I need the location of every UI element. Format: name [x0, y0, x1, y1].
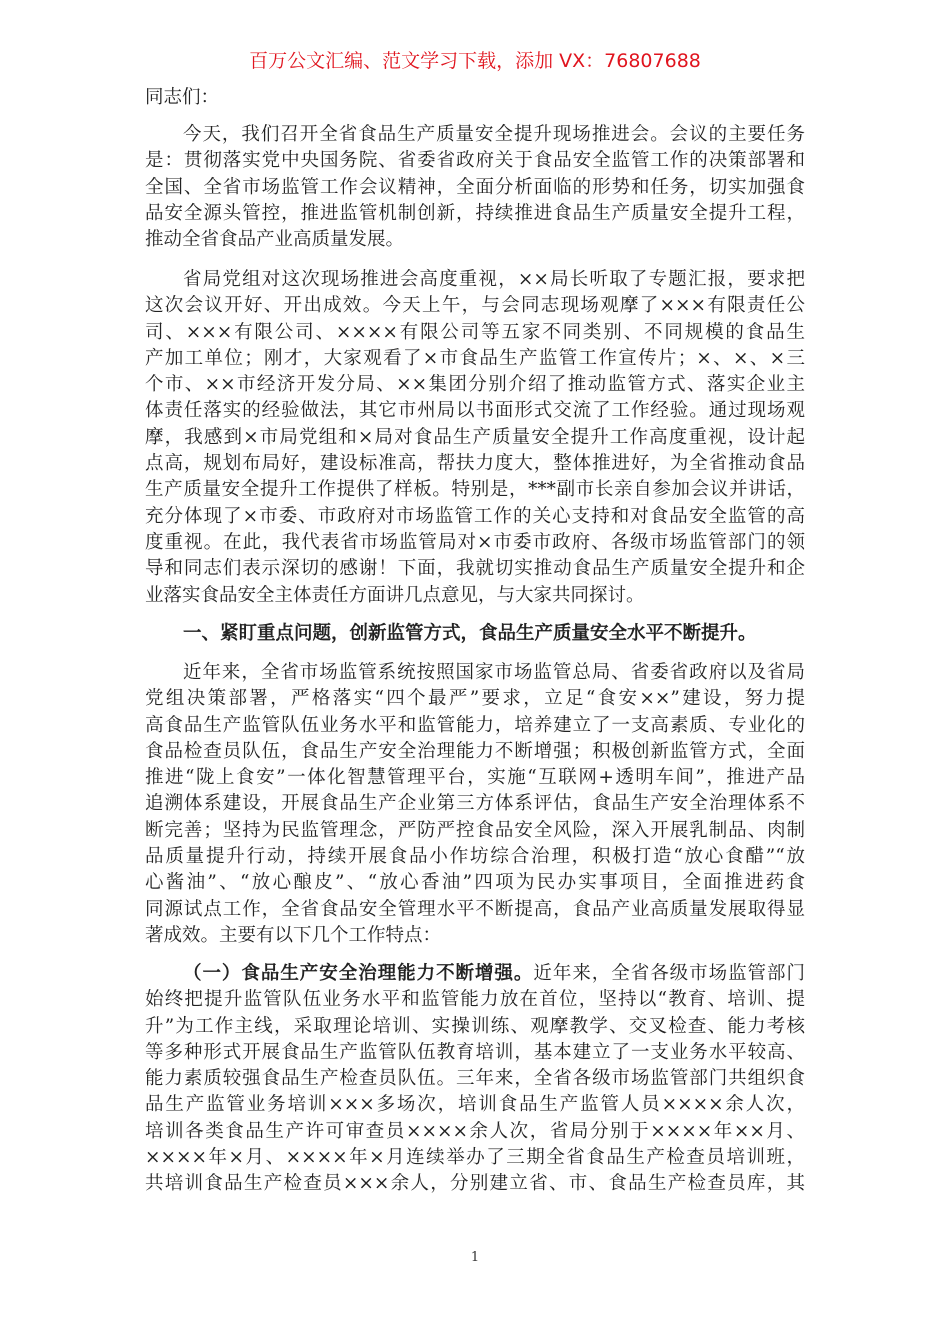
text-line: 生产质量安全提升工作提供了样板。特别是，***副市长亲自参加会议并讲话， — [145, 479, 805, 501]
text-line: 食品检查员队伍，食品生产安全治理能力不断增强；积极创新监管方式，全面 — [145, 740, 805, 762]
salutation-text: 同志们： — [145, 87, 220, 108]
text-line: 个市、××市经济开发分局、××集团分别介绍了推动监管方式、落实企业主 — [145, 374, 805, 396]
text-line: 省局党组对这次现场推进会高度重视，××局长听取了专题汇报，要求把 — [183, 269, 805, 290]
text-line: 这次会议开好、开出成效。今天上午，与会同志现场观摩了×××有限责任公 — [145, 295, 805, 317]
subsection-title: （一）食品生产安全治理能力不断增强。 — [183, 963, 534, 984]
text-line: 度重视。在此，我代表省市场监管局对×市委市政府、各级市场监管部门的领 — [145, 531, 805, 553]
text-line: 今天，我们召开全省食品生产质量安全提升现场推进会。会议的主要任务 — [183, 124, 805, 145]
paragraph-achievements — [145, 660, 805, 949]
text-line: 体责任落实的经验做法，其它市州局以书面形式交流了工作经验。通过现场观 — [145, 400, 805, 422]
text-line: 始终把提升监管队伍业务水平和监管能力放在首位，坚持以“教育、培训、提 — [145, 989, 805, 1011]
paragraph-subsection-1 — [145, 961, 805, 1198]
text-line: 导和同志们表示深切的感谢！下面，我就切实推动食品生产质量安全提升和企 — [145, 558, 805, 580]
text-line: 著成效。主要有以下几个工作特点： — [145, 924, 442, 946]
paragraph-observation — [145, 267, 805, 609]
text-line: 全国、全省市场监管工作会议精神，全面分析面临的形势和任务，切实加强食 — [145, 176, 805, 198]
text-line: 充分体现了×市委、市政府对市场监管工作的关心支持和对食品安全监管的高 — [145, 505, 805, 527]
watermark-banner: 百万公文汇编、范文学习下载，添加 VX：76807688 — [249, 50, 701, 72]
text-line: 业落实食品安全主体责任方面讲几点意见，与大家共同探讨。 — [145, 584, 645, 606]
text-line: 是：贯彻落实党中央国务院、省委省政府关于食品安全监管工作的决策部署和 — [145, 150, 805, 172]
text-line: 产加工单位；刚才，大家观看了×市食品生产监管工作宣传片；×、×、×三 — [145, 347, 805, 369]
page-number: 1 — [470, 1250, 480, 1265]
text-line: 司、×××有限公司、××××有限公司等五家不同类别、不同规模的食品生 — [145, 321, 805, 343]
salutation — [145, 85, 805, 111]
heading-text: 一、紧盯重点问题，创新监管方式，食品生产质量安全水平不断提升。 — [183, 623, 757, 644]
text-line: 心酱油”、“放心酿皮”、“放心香油”四项为民办实事项目，全面推进药食 — [145, 872, 805, 894]
text-line: 能力素质较强食品生产检查员队伍。三年来，全省各级市场监管部门共组织食 — [145, 1068, 805, 1090]
text-line: 摩，我感到×市局党组和×局对食品生产质量安全提升工作高度重视，设计起 — [145, 426, 805, 448]
text-line: 推动全省食品产业高质量发展。 — [145, 229, 405, 251]
section-heading-1 — [145, 621, 805, 647]
text-line: 同源试点工作，全省食品安全管理水平不断提高，食品产业高质量发展取得显 — [145, 898, 805, 920]
text-line: 近年来，全省市场监管系统按照国家市场监管总局、省委省政府以及省局 — [183, 662, 805, 683]
text-line: 点高，规划布局好，建设标准高，帮扶力度大，整体推进好，为全省推动食品 — [145, 453, 805, 475]
text-line: 品生产监管业务培训×××多场次，培训食品生产监管人员××××余人次， — [145, 1094, 805, 1116]
text-line: 品质量提升行动，持续开展食品小作坊综合治理，积极打造“放心食醋”“放 — [145, 846, 805, 868]
text-line: 追溯体系建设，开展食品生产企业第三方体系评估，食品生产安全治理体系不 — [145, 793, 805, 815]
text-line: 品安全源头管控，推进监管机制创新，持续推进食品生产质量安全提升工程， — [145, 202, 805, 224]
text-line: ××××年×月、××××年×月连续举办了三期全省食品生产检查员培训班， — [145, 1147, 805, 1169]
text-line: 断完善；坚持为民监管理念，严防严控食品安全风险，深入开展乳制品、肉制 — [145, 819, 805, 841]
text-line: 推进“陇上食安”一体化智慧管理平台，实施“互联网+透明车间”，推进产品 — [145, 767, 805, 789]
text-line: 等多种形式开展食品生产监管队伍教育培训，基本建立了一支业务水平较高、 — [145, 1041, 805, 1063]
text-line: 培训各类食品生产许可审查员××××余人次，省局分别于××××年××月、 — [145, 1120, 805, 1142]
subsection-first-line — [145, 961, 805, 987]
text-line: 升”为工作主线，采取理论培训、实操训练、观摩教学、交叉检查、能力考核 — [145, 1015, 805, 1037]
text-line: 共培训食品生产检查员×××余人，分别建立省、市、食品生产检查员库，其 — [145, 1173, 805, 1195]
subsection-text: 近年来，全省各级市场监管部门 — [533, 963, 805, 984]
text-line: 高食品生产监管队伍业务水平和监管能力，培养建立了一支高素质、专业化的 — [145, 714, 805, 736]
text-line: 党组决策部署，严格落实“四个最严”要求，立足“食安××”建设，努力提 — [145, 688, 805, 710]
paragraph-intro — [145, 122, 805, 253]
